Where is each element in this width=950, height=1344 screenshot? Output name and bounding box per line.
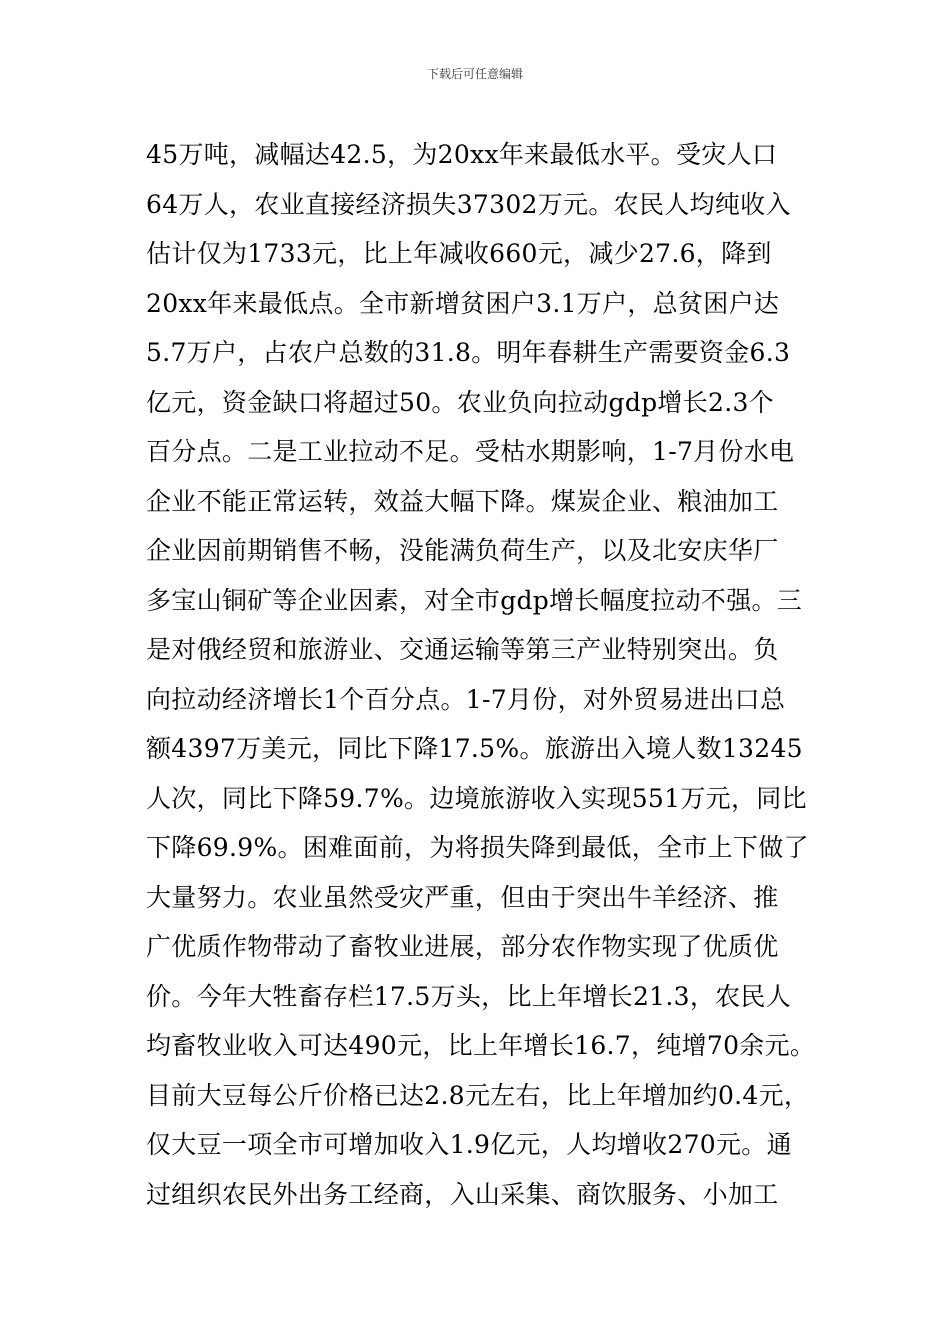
text-line: 亿元，资金缺口将超过50。农业负向拉动gdp增长2.3个: [146, 387, 774, 417]
text-line: 20xx年来最低点。全市新增贫困户3.1万户，总贫困户达: [146, 288, 780, 318]
text-line: 均畜牧业收入可达490元，比上年增长16.7，纯增70余元。: [146, 1031, 816, 1060]
text-line: 广优质作物带动了畜牧业进展，部分农作物实现了优质优: [146, 932, 779, 961]
text-line: 大量努力。农业虽然受灾严重，但由于突出牛羊经济、推: [146, 882, 779, 912]
text-line: 5.7万户，占农户总数的31.8。明年春耕生产需要资金6.3: [146, 338, 791, 367]
text-line: 额4397万美元，同比下降17.5%。旅游出入境人数13245: [146, 734, 803, 763]
text-line: 是对俄经贸和旅游业、交通运输等第三产业特别突出。负: [146, 635, 779, 664]
text-line: 45万吨，减幅达42.5，为20xx年来最低水平。受灾人口: [146, 140, 778, 169]
text-line: 过组织农民外出务工经商，入山采集、商饮服务、小加工: [146, 1179, 779, 1209]
text-line: 目前大豆每公斤价格已达2.8元左右，比上年增加约0.4元，: [146, 1080, 810, 1110]
text-line: 人次，同比下降59.7%。边境旅游收入实现551万元，同比: [146, 783, 807, 813]
text-line: 多宝山铜矿等企业因素，对全市gdp增长幅度拉动不强。三: [146, 585, 803, 615]
text-line: 估计仅为1733元，比上年减收660元，减少27.6，降到: [146, 239, 772, 268]
document-body: [146, 130, 836, 1219]
text-line: 64万人，农业直接经济损失37302万元。农民人均纯收入: [146, 189, 791, 219]
text-line: 企业因前期销售不畅，没能满负荷生产，以及北安庆华厂: [146, 536, 779, 565]
page-header: 下载后可任意编辑: [426, 67, 523, 81]
text-line: 仅大豆一项全市可增加收入1.9亿元，人均增收270元。通: [146, 1130, 792, 1159]
text-line: 下降69.9%。困难面前，为将损失降到最低，全市上下做了: [146, 833, 809, 862]
text-line: 价。今年大牲畜存栏17.5万头，比上年增长21.3，农民人: [146, 981, 792, 1011]
text-line: 百分点。二是工业拉动不足。受枯水期影响，1-7月份水电: [146, 437, 795, 466]
text-line: 企业不能正常运转，效益大幅下降。煤炭企业、粮油加工: [146, 486, 779, 516]
text-line: 向拉动经济增长1个百分点。1-7月份，对外贸易进出口总: [146, 684, 786, 714]
